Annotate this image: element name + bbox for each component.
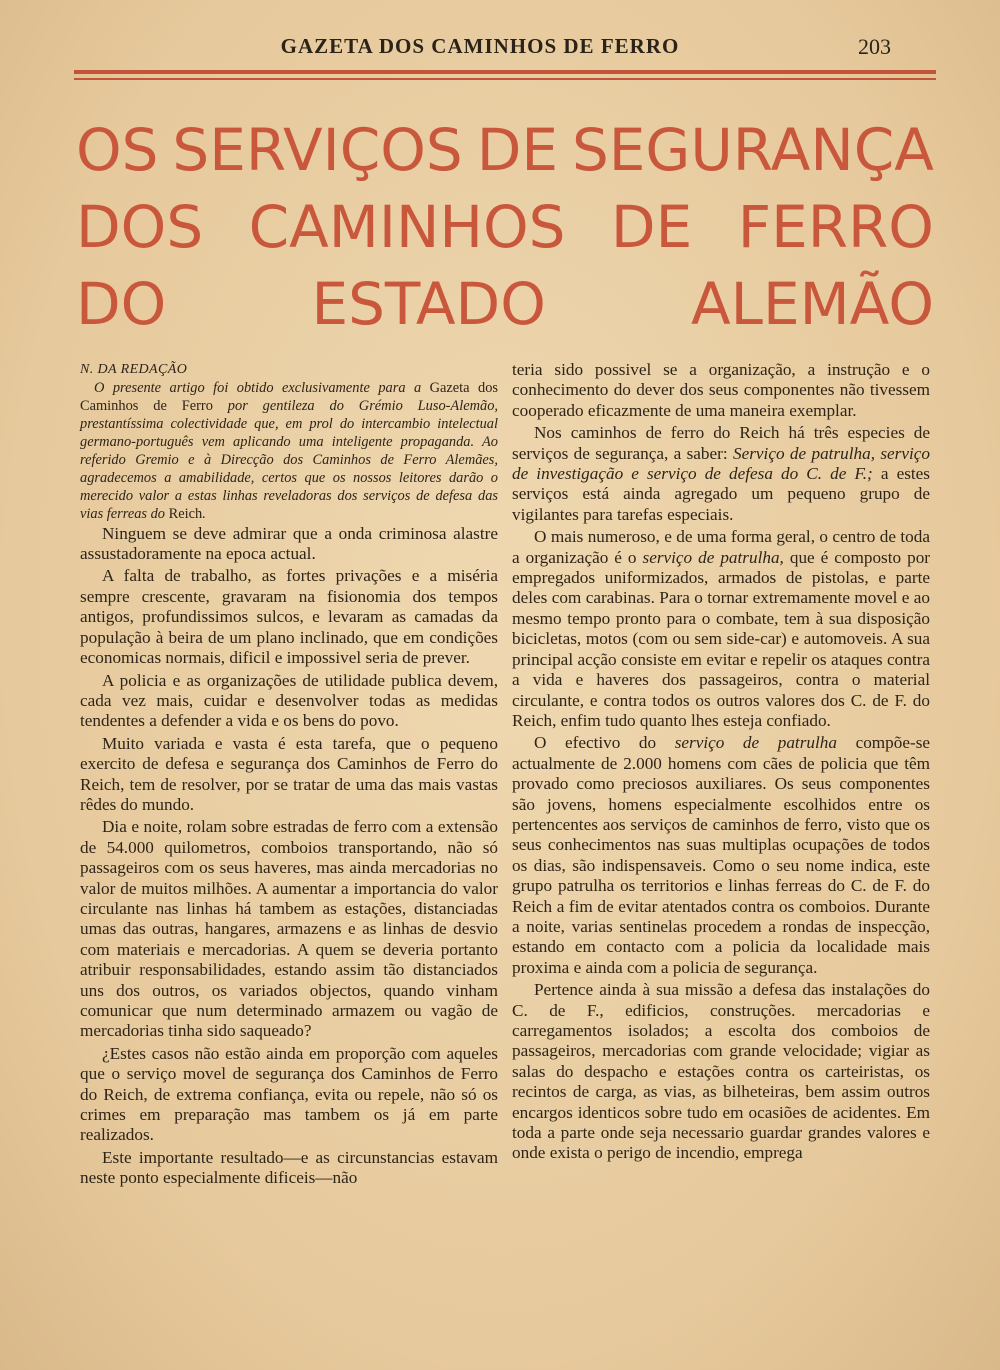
- note-text: por gentileza do Grémio Luso-Alemão, prestantíssima colectividade que, em prol do intercambio intelectual germano-português vem aplicando uma inteligente propaganda. Ao referido Gremio e à Direcção dos Caminhos de Ferro Alemães, agradecemos a amabilidade, certos que os nossos leitores darão o merecido valor a estas linhas reveladoras dos serviços de defesa das vias ferreas do: [80, 398, 498, 522]
- paragraph: ¿Estes casos não estão ainda em proporção com aqueles que o serviço movel de segurança dos Caminhos de Ferro do Reich, de extrema confiança, evita ou repele, não só os crimes em preparação mas tambem os já em parte realizados.: [80, 1043, 498, 1145]
- article-title-line-3: [76, 264, 934, 344]
- note-text-upright: Reich: [168, 505, 203, 522]
- paragraph: [512, 423, 930, 525]
- paragraph-text: a estes serviços está ainda agregado um pequeno grupo de vigilantes para tarefas especiais.: [512, 464, 930, 524]
- header-rule-thick: [74, 70, 936, 74]
- title-word: ESTADO: [311, 270, 546, 338]
- running-header-title: GAZETA DOS CAMINHOS DE FERRO: [280, 34, 680, 58]
- paragraph-text: O efectivo do: [534, 733, 657, 753]
- paragraph: [512, 733, 930, 978]
- byline: N. DA REDAÇÃO: [80, 362, 188, 377]
- paragraph-text: compõe-se actualmente de 2.000 homens com cães de policia que têm provado como preciosos auxiliares. Os seus componentes são jovens, homens especialmente escolhidos entre os pertencentes aos serviços de caminhos de ferro, visto que os seus conhecimentos nas suas multiplas ocupações de todos os dias, são indispensaveis. Como o seu nome indica, este grupo patrulha os territorios e linhas ferreas do C. de F. do Reich a fim de evitar atentados contra os comboios. Durante a noite, varias sentinelas procedem a rondas de inspecção, estando em contacto com a policia da localidade mais proxima e ainda com a policia de segurança.: [512, 733, 931, 977]
- paragraph: A policia e as organizações de utilidade publica devem, cada vez mais, cuidar e desenvolver todas as medidas tendentes a defender a vida e os bens do povo.: [80, 670, 498, 731]
- editorial-note: [80, 380, 498, 523]
- paragraph: teria sido possivel se a organização, a instrução e o conhecimento do dever dos seus componentes não tivessem cooperado eficazmente de uma maneira exemplar.: [512, 360, 930, 420]
- title-word: DO: [76, 270, 167, 338]
- header-rule-thin: [74, 78, 936, 80]
- paragraph-emphasis: serviço de patrulha: [674, 733, 837, 753]
- paragraph: Este importante resultado—e as circunstancias estavam neste ponto especialmente dificeis—não: [80, 1147, 498, 1188]
- title-word: DOS: [76, 193, 204, 261]
- paragraph: Dia e noite, rolam sobre estradas de ferro com a extensão de 54.000 quilometros, comboios transportando, não só passageiros com os seus haveres, mas ainda mercadorias no valor de muitos milhões. A aumentar a importancia do valor circulante nas linhas há tambem as estações, distanciadas umas das outras, hangares, armazens e as linhas de desvio com materiais e mercadorias. A quem se deveria portanto atribuir responsabilidades, estando assim tão distanciados uns dos outros, os variados objectos, quando vinham comunicar que num determinado armazem ou vagão de mercadorias tinha sido saqueado?: [80, 817, 498, 1041]
- right-column: [512, 360, 930, 1166]
- paragraph-text: que é composto por empregados uniformizados, armados de pistolas, e parte deles com carabinas. Para o tornar extremamente movel e ao mesmo tempo pronto para o combate, tem à sua disposição bicicletas, motos (com ou sem side-car) e automoveis. A sua principal acção consiste em evitar e repelir os ataques contra a vida e haveres dos passageiros, contra o material circulante, e contra todos os outros valores dos C. de F. do Reich, enfim tudo quanto lhes esteja confiado.: [512, 547, 931, 730]
- paragraph-text: Nos caminhos de ferro do Reich há três especies de serviços de segurança, a saber:: [512, 423, 930, 463]
- title-word: DE: [476, 116, 558, 184]
- title-word: OS: [76, 116, 159, 184]
- title-word: ALEMÃO: [691, 270, 934, 338]
- paragraph-emphasis: Serviço de patrulha, serviço de investigação e serviço de defesa do C. de F.;: [512, 443, 930, 484]
- note-text: O presente artigo foi obtido exclusivamente para a: [94, 380, 422, 397]
- paragraph-text: O mais numeroso, e de uma forma geral, o centro de toda a organização é o: [512, 527, 930, 567]
- left-column: [80, 360, 498, 1191]
- article-title-line-1: [76, 110, 934, 190]
- paragraph: A falta de trabalho, as fortes privações e a miséria sempre crescente, gravaram na fisionomia dos tempos antigos, profundissimos sulcos, e levaram as camadas da população à beira de um plano inclinado, que em condições economicas normais, dificil e impossivel seria de prever.: [80, 566, 498, 668]
- page-number: 203: [858, 34, 891, 59]
- paragraph: Muito variada e vasta é esta tarefa, que o pequeno exercito de defesa e segurança dos Caminhos de Ferro do Reich, tem de resolver, por se tratar de uma das mais vastas rêdes do mundo.: [80, 733, 498, 814]
- title-word: SERVIÇOS: [172, 116, 463, 184]
- title-word: SEGURANÇA: [571, 116, 934, 184]
- article-title-line-2: [76, 187, 934, 267]
- title-word: FERRO: [737, 193, 934, 261]
- paragraph: Pertence ainda à sua missão a defesa das instalações do C. de F., edificios, construções. mercadorias e carregamentos isolados; a escolta dos comboios de passageiros, mercadorias com grande velocidade; vigiar as salas do despacho e estações contra os carteiristas, os recintos de carga, as vias, as bilheteiras, bem assim outros encargos identicos sobre tudo em ocasiões de acidentes. Em toda a parte onde seja necessario guardar grandes valores e onde exista o perigo de incendio, emprega: [512, 980, 930, 1163]
- title-word: CAMINHOS: [248, 193, 566, 261]
- note-text: .: [202, 505, 206, 522]
- paragraph: [512, 527, 930, 731]
- paragraph: Ninguem se deve admirar que a onda criminosa alastre assustadoramente na epoca actual.: [80, 523, 498, 564]
- paragraph-emphasis: serviço de patrulha,: [642, 547, 784, 567]
- note-text-upright: Gazeta dos Caminhos de Ferro: [80, 380, 498, 415]
- title-word: DE: [610, 193, 693, 261]
